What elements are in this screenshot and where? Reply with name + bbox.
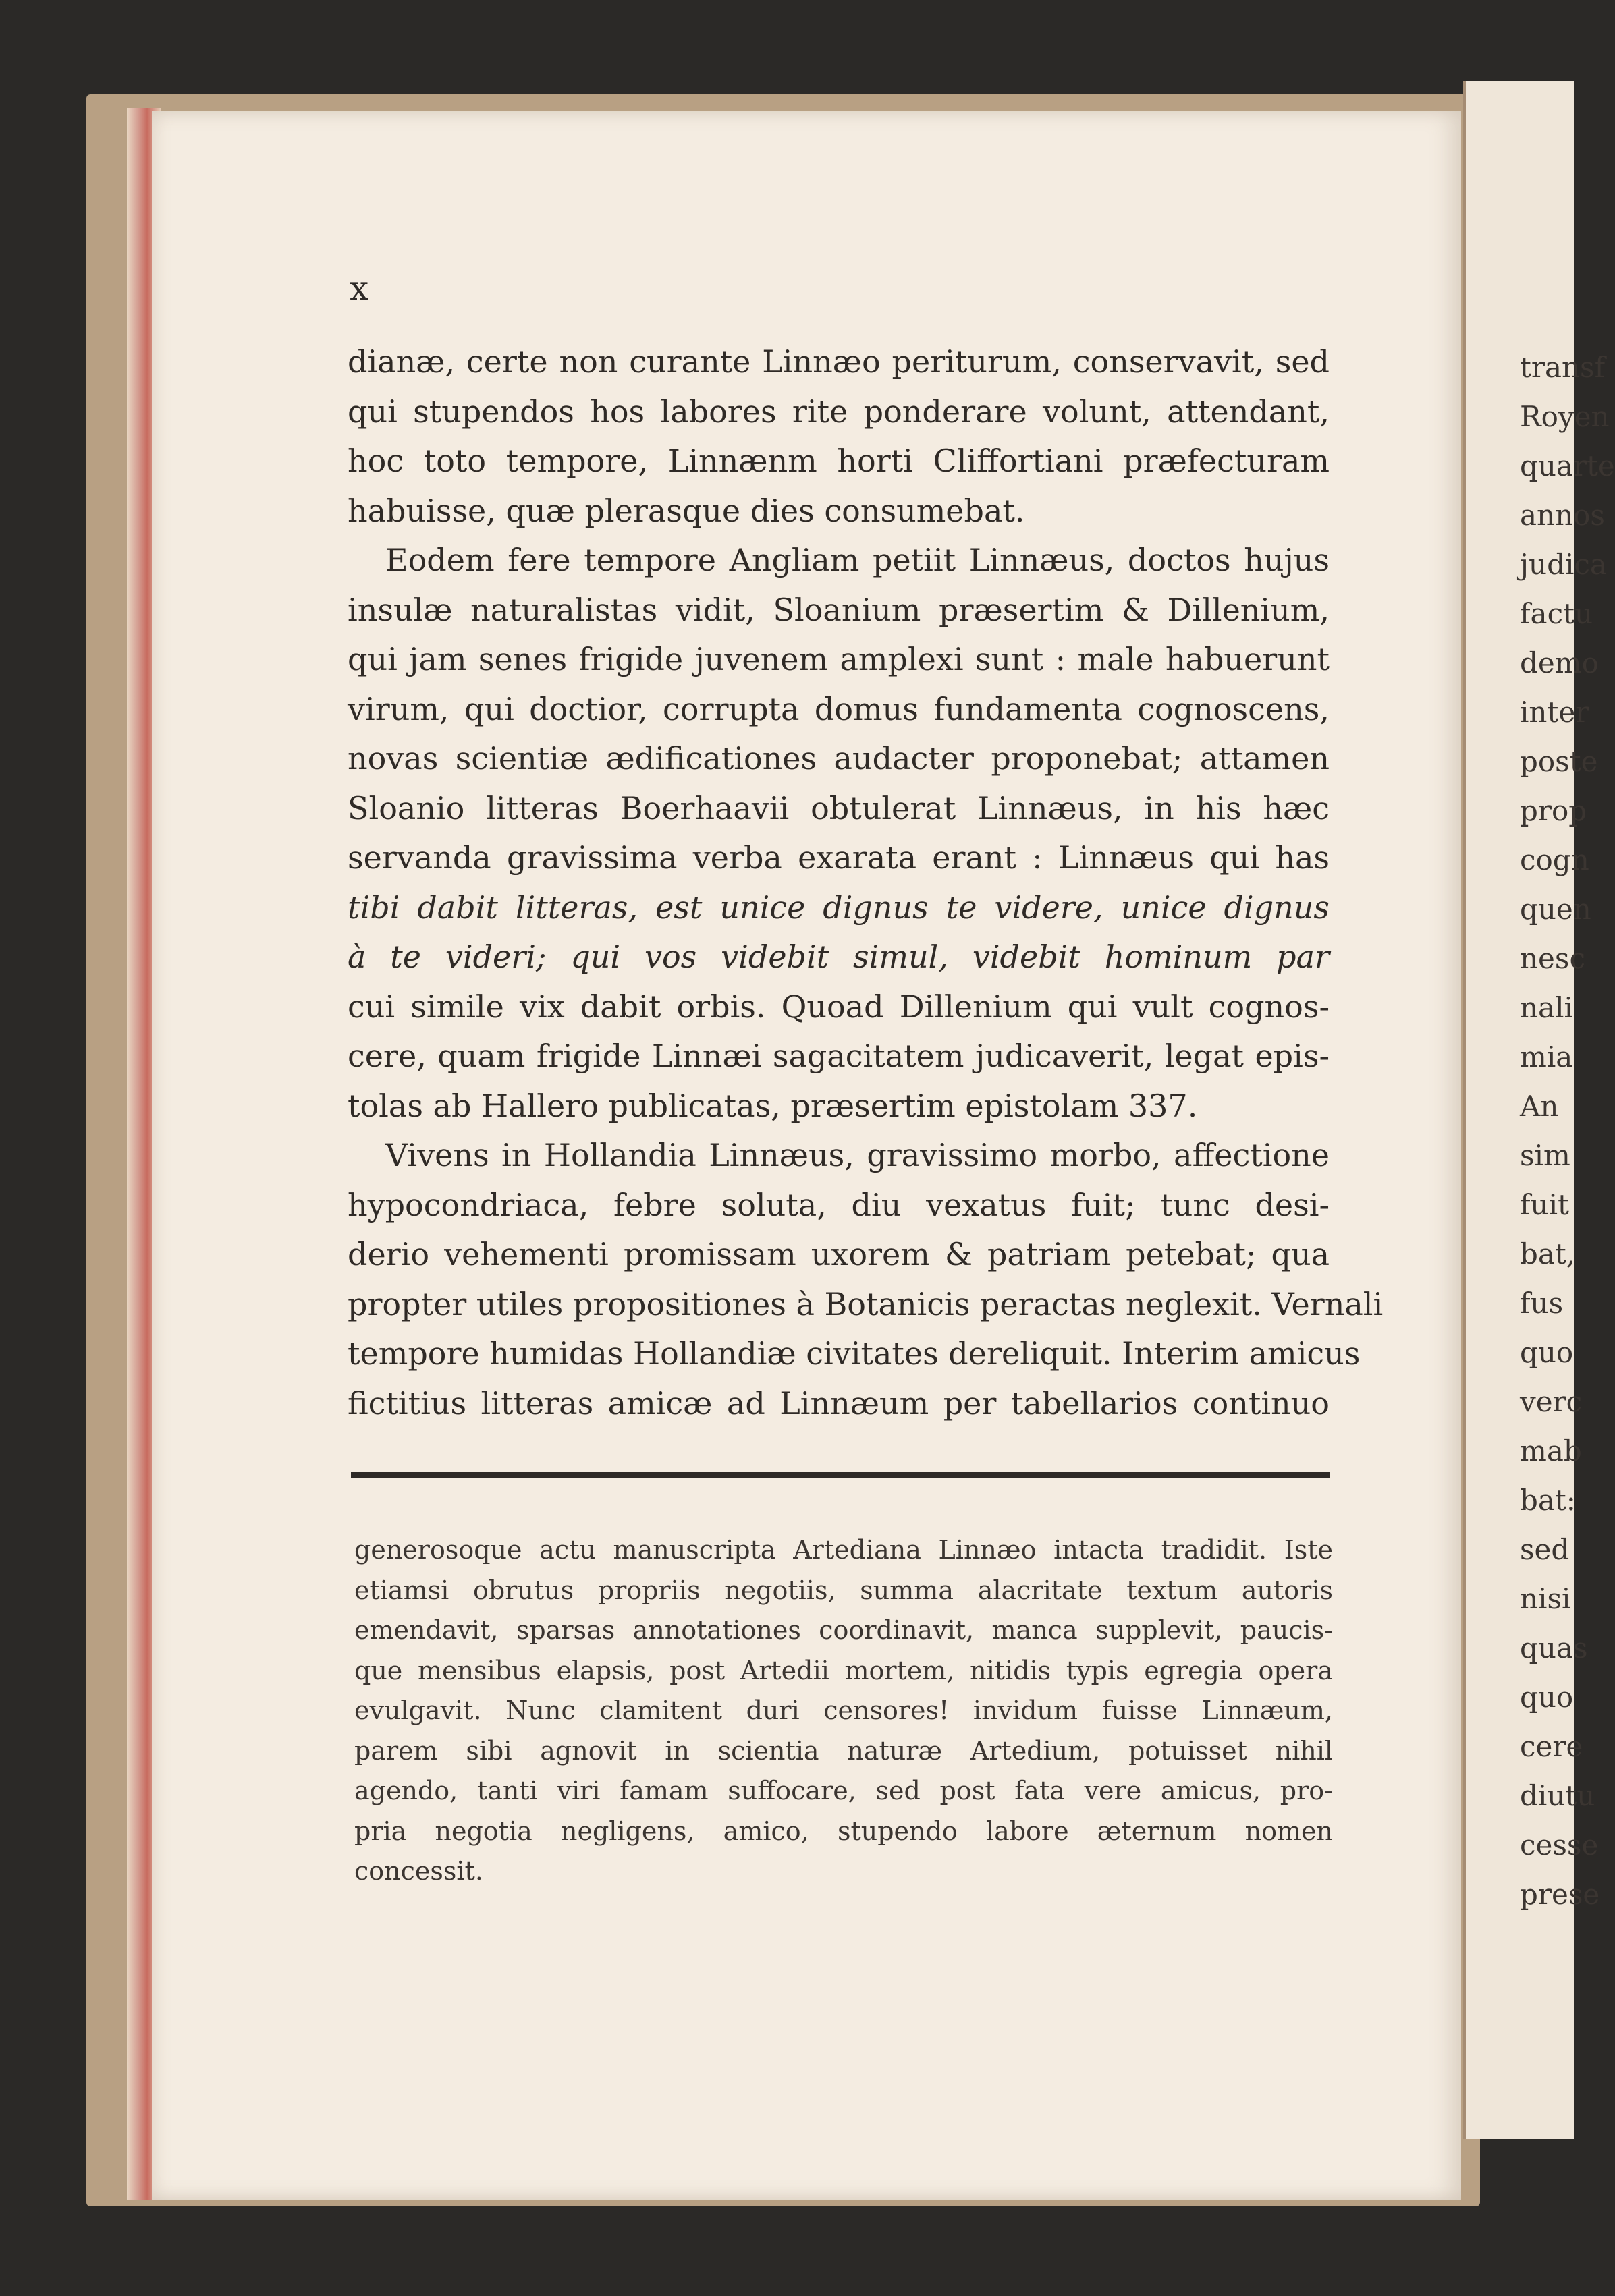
main-text — [348, 337, 1384, 1428]
footnote-rule — [351, 1472, 1330, 1478]
footnote-line: agendo, tanti viri famam suffocare, sed post fata vere amicus, pro- — [354, 1776, 1333, 1805]
text-line: hoc toto tempore, Linnænm horti Cliffortiani præfecturam — [348, 443, 1330, 479]
facing-page-fragment: fuit — [1520, 1188, 1569, 1221]
facing-page-fragment: diutu — [1520, 1779, 1595, 1812]
facing-page-fragment: fus — [1520, 1287, 1564, 1320]
text-line: cui simile vix dabit orbis. Quoad Dillenium qui vult cognos- — [348, 988, 1330, 1025]
facing-page-fragment: inter — [1520, 696, 1589, 729]
facing-page — [1463, 81, 1615, 2139]
text-line: à te videri; qui vos videbit simul, videbit hominum par — [348, 939, 1330, 975]
footnote-line: generosoque actu manuscripta Artediana Linnæo intacta tradidit. Iste — [354, 1535, 1333, 1565]
text-line: habuisse, quæ plerasque dies consumebat. — [348, 492, 1025, 529]
text-line: derio vehementi promissam uxorem & patriam petebat; qua — [348, 1236, 1330, 1272]
text-line: tempore humidas Hollandiæ civitates dereliquit. Interim amicus — [348, 1335, 1361, 1372]
facing-page-fragment: prese — [1520, 1878, 1600, 1911]
text-line: tolas ab Hallero publicatas, præsertim epistolam 337. — [348, 1087, 1198, 1124]
text-line: qui jam senes frigide juvenem amplexi sunt : male habuerunt — [348, 641, 1330, 677]
facing-page-fragment: bat, — [1520, 1237, 1576, 1270]
facing-page-fragment: prop — [1520, 794, 1587, 827]
footnote — [354, 1530, 1333, 1892]
footnote-line: etiamsi obrutus propriis negotiis, summa alacritate textum autoris — [354, 1575, 1333, 1605]
text-line: virum, qui doctior, corrupta domus fundamenta cognoscens, — [348, 690, 1330, 727]
text-line: novas scientiæ ædificationes audacter proponebat; attamen — [348, 740, 1330, 777]
footnote-line: emendavit, sparsas annotationes coordinavit, manca supplevit, paucis- — [354, 1615, 1333, 1645]
facing-page-fragment: bat: — [1520, 1484, 1576, 1517]
facing-page-fragment: cesse — [1520, 1828, 1599, 1861]
text-line: hypocondriaca, febre soluta, diu vexatus fuit; tunc desi- — [348, 1186, 1330, 1223]
facing-page-fragment: transf — [1520, 351, 1606, 384]
text-line: Sloanio litteras Boerhaavii obtulerat Linnæus, in his hæc — [348, 789, 1330, 827]
facing-page-fragment: judica — [1520, 548, 1607, 581]
facing-page-fragment: An — [1520, 1090, 1559, 1123]
facing-page-fragment: nesc — [1520, 942, 1585, 975]
facing-page-fragment: nisi — [1520, 1582, 1571, 1615]
text-line: fictitius litteras amicæ ad Linnæum per tabellarios continuo — [348, 1384, 1330, 1422]
facing-page-fragment: sim — [1520, 1139, 1570, 1172]
footnote-line: pria negotia negligens, amico, stupendo labore æternum nomen — [354, 1816, 1333, 1846]
facing-page-fragment: mab — [1520, 1434, 1582, 1467]
text-line: cere, quam frigide Linnæi sagacitatem judicaverit, legat epis- — [348, 1038, 1330, 1074]
facing-page-fragment: sed — [1520, 1533, 1570, 1566]
footnote-line: concessit. — [354, 1856, 483, 1886]
facing-page-fragment: quo — [1520, 1336, 1574, 1369]
facing-page-fragment: poste — [1520, 745, 1598, 778]
facing-page-fragment: quas — [1520, 1631, 1588, 1664]
facing-page-fragment: demo — [1520, 646, 1599, 679]
facing-page-fragment: nali — [1520, 991, 1573, 1024]
text-line: tibi dabit litteras, est unice dignus te videre, unice dignus — [348, 889, 1330, 926]
text-line: propter utiles propositiones à Botanicis peractas neglexit. Vernali — [348, 1285, 1384, 1322]
facing-page-fragment: quo — [1520, 1681, 1574, 1714]
text-line: Vivens in Hollandia Linnæus, gravissimo morbo, affectione — [385, 1137, 1330, 1173]
text-line: servanda gravissima verba exarata erant : Linnæus qui has — [348, 839, 1330, 876]
footnote-line: evulgavit. Nunc clamitent duri censores! invidum fuisse Linnæum, — [354, 1696, 1333, 1725]
facing-page-fragment: annos — [1520, 499, 1605, 532]
facing-page-fragment: verc — [1520, 1385, 1583, 1418]
page-number: x — [350, 269, 369, 308]
facing-page-fragment: cere — [1520, 1730, 1583, 1763]
facing-page-fragment: quarte — [1520, 449, 1615, 482]
facing-page-fragment: mia — [1520, 1040, 1573, 1073]
facing-page-fragment: Royen — [1520, 400, 1610, 433]
text-line: insulæ naturalistas vidit, Sloanium præsertim & Dillenium, — [348, 591, 1330, 628]
facing-page-fragment: factu — [1520, 597, 1593, 630]
facing-page-fragment: cogn — [1520, 843, 1589, 876]
facing-page-fragment: quen — [1520, 893, 1591, 926]
footnote-line: parem sibi agnovit in scientia naturæ Artedium, potuisset nihil — [354, 1735, 1333, 1766]
text-line: dianæ, certe non curante Linnæo periturum, conservavit, sed — [348, 343, 1330, 380]
text-line: Eodem fere tempore Angliam petiit Linnæus, doctos hujus — [385, 542, 1330, 578]
footnote-line: que mensibus elapsis, post Artedii mortem, nitidis typis egregia opera — [354, 1655, 1333, 1685]
text-line: qui stupendos hos labores rite ponderare volunt, attendant, — [348, 393, 1330, 430]
